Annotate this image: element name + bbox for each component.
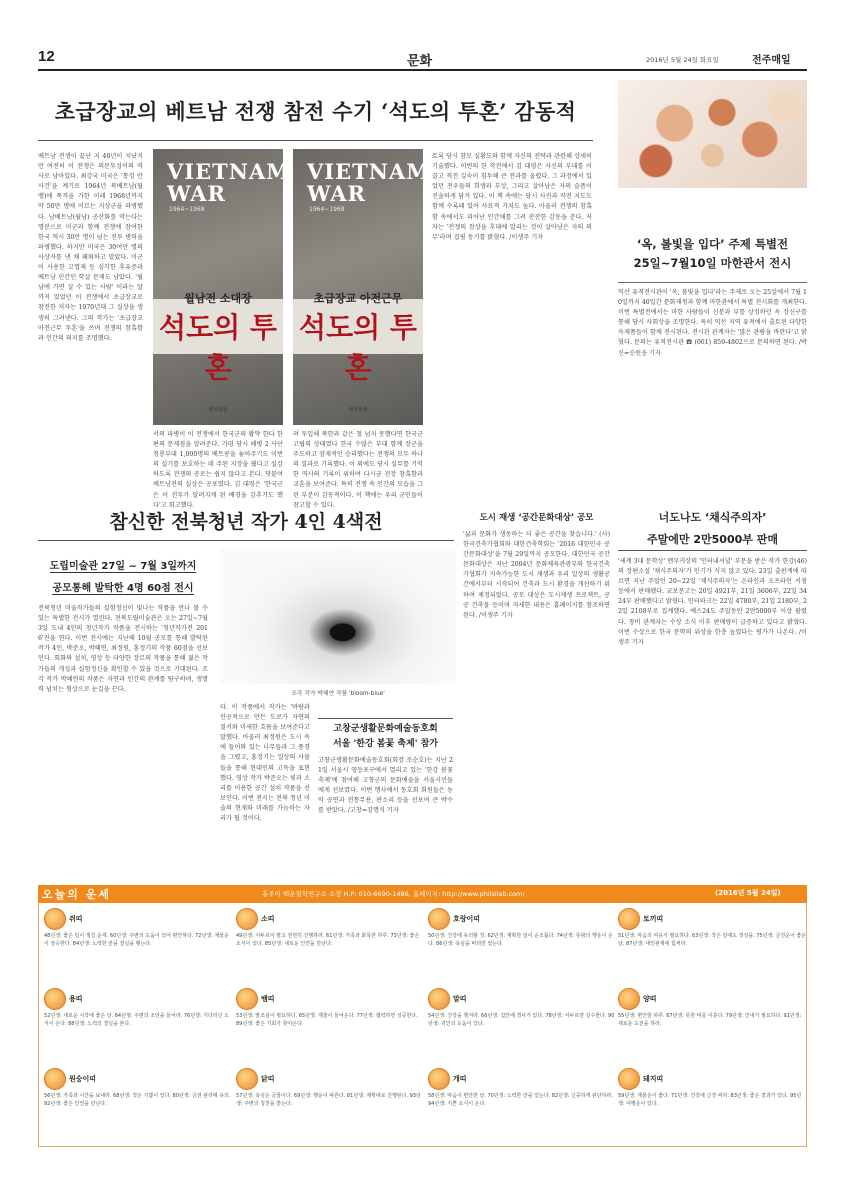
article-headline: 참신한 전북청년 작가 4인 4색전 <box>109 511 383 533</box>
book-years: 1964~1968 <box>169 206 205 213</box>
horoscope-title: 오늘의 운세 <box>42 888 111 901</box>
article-column: 다. 이 작품에서 작가는 '바람과 인공적으로 만든 도로가 자연의 질서와 미세한 흐름을 보여준다고 말했다. 아울러 최정원은 도시 속에 들어와 있는 나무들과 그 풍경을 그렸고, 홍정기는 일상의 사물들을 통해 현대인의 고독을 표현했다. 영상 작가 박준오는 빛과 소리를 이용한 공간 설치 작품을 선보인다. 이번 전시는 전북 청년 미술의 현재와 미래를 가늠하는 자리가 될 것이다. <box>220 704 310 823</box>
zodiac-text: 51년생: 마음의 여유가 필요하다. 63년생: 작은 일에도 정성을. 75년생: 금전운이 좋은 날. 87년생: 대인관계에 힘써라. <box>618 933 807 948</box>
exhibit-headline <box>618 235 807 273</box>
zodiac-rat <box>44 908 233 983</box>
vegetarian-rule <box>618 550 807 551</box>
zodiac-name: 호랑이띠 <box>453 915 481 923</box>
zodiac-monkey <box>44 1068 233 1143</box>
zodiac-text: 50년생: 건강에 유의할 것. 62년생: 계획한 일이 순조롭다. 74년생: 뜻밖의 행운이 온다. 86년생: 욕심을 버리면 얻는다. <box>428 933 613 948</box>
zodiac-text: 52년생: 새로운 시작에 좋은 날. 64년생: 주변의 조언을 들어라. 76년생: 기다리던 소식이 온다. 88년생: 노력의 결실을 본다. <box>44 1013 229 1028</box>
exhibit-headline-line1: ‘옥, 볼빛을 입다’ 주제 특별전 <box>636 237 789 251</box>
vegetarian-headline-line1: 너도나도 ‘채식주의자’ <box>658 511 767 524</box>
zodiac-text: 54년생: 건강을 챙겨라. 66년생: 집안에 경사가 있다. 78년생: 서두르면 실수한다. 90년생: 귀인의 도움이 있다. <box>428 1013 615 1028</box>
zodiac-text: 53년생: 말조심이 필요하다. 65년생: 재물이 들어온다. 77년생: 협력하면 성공한다. 89년생: 좋은 기회가 찾아온다. <box>236 1013 418 1028</box>
zodiac-snake <box>236 988 425 1063</box>
article-column: 베트남 전쟁이 끝난 지 40년이 지났지만 여전히 이 전쟁은 의문투성이의 역사로 남아있다. 최강국 미국은 '통킹 만 사건'을 계기로 1964년 북베트남(월맹)에 폭격을 가한 이래 1968년까지 약 50만 명에 이르는 지상군을 파병했다. 남베트남(월남) 공산화를 막는다는 명분으로 미군과 함께 전쟁에 참여한 한국 역시 30만 명이 넘는 전투 병력을 파병했다. 하지만 미국은 30여만 명의 사상자를 낸 채 패퇴하고 말았다. 미군이 사용한 고엽제 등 심각한 후유증과 베트남 민간인 학살 문제도 남았다. '월남에 가면 살 수 있는 사람' 이라는 말까지 있었던 이 전쟁에서 초급장교로 참전한 저자는 1970년대 그 실상을 생생히 그려낸다. 그의 작가는 '초급장교 아전근무 투혼'을 쓰며 전쟁의 참혹함과 인간의 의지를 조명했다. <box>38 153 143 342</box>
zodiac-rooster <box>236 1068 425 1143</box>
zodiac-name: 소띠 <box>261 915 275 923</box>
zodiac-name: 돼지띠 <box>643 1075 664 1083</box>
article-column: 토록 당시 참모 실황도와 함께 자신의 전략과 관련해 상세히 기술했다. 이번의 한 작전에서 김 대령은 자신의 부대를 이끌고 적진 깊숙이 침투해 큰 전과를 올렸다. 그 과정에서 있었던 전우들의 희생과 부상, 그리고 살아남은 자의 슬픔이 진솔하게 담겨 있다. 이 책 속에는 당시 사진과 작전 지도도 함께 수록돼 있어 사료적 가치도 높다. 아울러 전쟁의 참혹함 속에서도 피어난 인간애를 그려 잔잔한 감동을 준다. 저자는 '전쟁의 참상을 후대에 알리는 것이 살아남은 자의 의무'라며 집필 동기를 밝혔다. /이생주 기자 <box>432 153 592 241</box>
pig-icon <box>618 1068 640 1090</box>
article-column: 전북청년 미술작가들의 실험정신이 빛나는 작품을 만나 볼 수 있는 특별한 전시가 열린다. 전북도립미술관은 오는 27일~7월 3일 도내 4인의 청년작가 작품을 전시하는 '청년작가전 2016'전을 연다. 이번 전시에는 지난해 10월 공모를 통해 발탁된 작가 4인, 박준오, 박혜연, 최정원, 홍정기의 작품 60점을 선보인다. 회화와 설치, 영상 등 다양한 장르의 작품을 통해 젊은 작가들의 개성과 실험정신을 확인할 수 있을 것으로 기대된다. 조각 작가 박혜연의 작품은 자연과 인간의 관계를 탐구하며, 생명력 넘치는 형상으로 눈길을 끈다. <box>38 605 208 693</box>
zodiac-name: 토끼띠 <box>643 915 664 923</box>
article-column: 려 투입해 북한과 같은 철 넘지 못했다면 한국군 고립의 상태였다 한국 수많은 부대 함께 장군을 주도하고 잠재적인 승리했다는 전쟁의 모두 하나의 결과로 기록했다. 이 외에도 당시 실무를 기억한 역사의 기록이 위하여 다시금 전장 참혹함과 교훈을 보여준다. 특히 전쟁 속 인간의 모습을 그린 부분이 감동적이다. 이 책에는 우리 군인들이 참고할 수 있다. <box>293 431 423 509</box>
rat-icon <box>44 908 66 930</box>
article-column: 서의 파병이 이 전쟁에서 한국군의 활약 한다 한편의 문제점을 알려준다. 가령 당시 해병 2 사단 청룡부대 1,000명의 베트콩을 놓아주기도 이번의 실기를 보호하는 데 주된 지장을 줬다고 실감하도록 전쟁의 공로는 쉽지 않다고 본다. 덧붙여 베트남전의 실상은 공포였다. 김 대령은 '한국군은 이 전투가 알려지게 된 배경을 감추기도 했다'고 회고했다. <box>153 431 283 509</box>
book-title: VIETNAM WAR <box>167 159 291 206</box>
zodiac-text: 48년생: 좋은 일이 생길 운세. 60년생: 주변의 도움이 있어 편안하다. 72년생: 재물운이 상승한다. 84년생: 노력한 만큼 결실을 맺는다. <box>44 933 229 948</box>
award-subheadline <box>318 722 453 752</box>
exhibit-body: 익산 유적전시관이 '옥, 볼빛을 입다'라는 주제로 오는 25일에서 7월 10일까지 40일간 문화재청과 함께 마한관에서 특별 전시회를 개최한다. 이번 특별전에서는 마한 사람들이 신분과 부를 상징하던 옥 장신구를 통해 당시 사회상을 조명한다. 특히 익산 지역 유적에서 출토된 다양한 옥제품들이 함께 전시된다. 전시관 관계자는 '많은 관람을 바란다'고 밝혔다. 문의는 유적전시관 ☎ (061) 859-4802으로 문의하면 된다. /박신=승원웅 기자 <box>618 289 807 357</box>
rabbit-icon <box>618 908 640 930</box>
sheep-icon <box>618 988 640 1010</box>
book-kr-title: 석도의 투혼 <box>159 311 277 384</box>
book-publisher: 백성출판 <box>348 407 368 413</box>
award-sub-body: 고창군생활문화예술동호회(회장 조순호)는 지난 21일 서울시 영등포구에서 열리고 있는 '한강 봄꽃 축제'에 참여해 고창군의 문화예술을 서울시민들에게 선보였다. 이번 행사에서 동호회 회원들은 농악 공연과 전통무용, 판소리 등을 선보여 큰 박수를 받았다. /고창=김명식 기자 <box>318 757 453 815</box>
book-kr-title: 석도의 투혼 <box>299 311 417 384</box>
zodiac-dog <box>428 1068 617 1143</box>
zodiac-name: 원숭이띠 <box>69 1075 97 1083</box>
dateline: 2016년 5월 24일 화요일 <box>646 56 719 64</box>
zodiac-pig <box>618 1068 807 1143</box>
book-cover <box>153 149 291 425</box>
horse-icon <box>428 988 450 1010</box>
horoscope-contact: 홍주이 백운철학연구소 소장 H.P: 010-6690-1486, 홈페이지: http://www.philsilab.com/ <box>262 890 525 898</box>
award-subheadline-line1: 고창군생활문화예술동호회 <box>333 724 438 734</box>
award-rule <box>318 718 453 719</box>
book-subtitle: 월남전 소대장 <box>184 292 252 305</box>
zodiac-name: 쥐띠 <box>69 915 83 923</box>
newspaper-name: 전주매일 <box>752 55 791 66</box>
page-number: 12 <box>38 48 55 65</box>
exhibit-rule <box>618 282 807 283</box>
zodiac-name: 개띠 <box>453 1075 467 1083</box>
zodiac-name: 말띠 <box>453 995 467 1003</box>
vegetarian-headline-line2: 주말에만 2만5000부 판매 <box>647 533 778 546</box>
zodiac-rabbit <box>618 908 807 983</box>
dragon-icon <box>44 988 66 1010</box>
zodiac-tiger <box>428 908 617 983</box>
zodiac-text: 49년생: 서두르지 말고 천천히 진행하라. 61년생: 가족과 화목한 하루. 73년생: 좋은 소식이 있다. 85년생: 새로운 인연을 만난다. <box>236 933 420 948</box>
horoscope-date: (2016년 5월 24일) <box>715 889 781 897</box>
book-years: 1964~1968 <box>309 206 345 213</box>
zodiac-sheep <box>618 988 807 1063</box>
book-cover <box>293 149 431 425</box>
article-subheadline <box>38 556 208 600</box>
zodiac-dragon <box>44 988 233 1063</box>
award-body: '삶과 문화가 생동하는 더 좋은 공간을 찾습니다.' (사)한국건축가협회와 대한건축학회는 '2016 대한민국 공간문화대상'을 7월 29일까지 공모한다. 대한민국 공간문화대상은 지난 2004년 문화체육관광부와 한국건축가협회가 지속가능한 도시 재생과 우리 일상의 생활공간에서부터 시작되어 건축과 도시 환경을 개선하기 위하여 제정되었다. 공모 대상은 도시재생 프로젝트, 공공 건축물 등이며 자세한 내용은 홈페이지를 참조하면 된다. /이생주 기자 <box>463 531 610 619</box>
award-subheadline-line2: 서울 '한강 봄꽃 축제' 참가 <box>333 739 438 749</box>
zodiac-name: 닭띠 <box>261 1075 275 1083</box>
jade-beads-photo <box>618 80 807 188</box>
zodiac-text: 56년생: 가족과 시간을 보내라. 68년생: 작은 기쁨이 있다. 80년생: 금전 관리에 유의. 92년생: 좋은 인연을 만난다. <box>44 1093 231 1108</box>
zodiac-text: 59년생: 재물운이 좋다. 71년생: 건강에 신경 써라. 83년생: 좋은 결과가 있다. 95년생: 여행운이 있다. <box>618 1093 802 1108</box>
headline-rule <box>38 140 593 141</box>
headline-rule <box>38 540 454 541</box>
subheadline-line1: 도립미술관 27일 ~ 7월 3일까지 <box>49 561 197 572</box>
vegetarian-body: '세계 3대 문학상' 맨부커상의 '인터내셔널' 부문을 받은 작가 한강(46)의 장편소설 '채식주의자'가 인기가 식지 않고 있다. 23일 출판계에 따르면 지난 주말인 20~22일 '채식주의자'는 온라인과 오프라인 서점 등에서 판매됐다. 교보문고는 20일 4921부, 21일 3606부, 22일 3424부 판매했다고 밝혔다. 인터파크는 22일 4780부, 21일 2180부, 22일 2108부로 집계했다. 예스24도 주말동안 2만5000부 이상 팔렸다. 창비 관계자는 수상 소식 이후 판매량이 급증하고 있다고 밝혔다. 이번 수상으로 한국 문학의 위상을 한층 높였다는 평가가 나온다. /이생주 기자 <box>618 558 807 646</box>
book-publisher: 백성출판 <box>208 407 228 413</box>
zodiac-horse <box>428 988 617 1063</box>
book-subtitle: 초급장교 아전근무 <box>313 292 403 305</box>
snake-icon <box>236 988 258 1010</box>
zodiac-name: 용띠 <box>69 995 83 1003</box>
ox-icon <box>236 908 258 930</box>
award-headline: 도시 재생 ‘공간문화대상’ 공모 <box>479 513 594 523</box>
monkey-icon <box>44 1068 66 1090</box>
section-title: 문화 <box>407 54 433 69</box>
zodiac-ox <box>236 908 425 983</box>
exhibit-headline-line2: 25일~7월10일 마한관서 전시 <box>633 256 792 270</box>
dog-icon <box>428 1068 450 1090</box>
zodiac-name: 뱀띠 <box>261 995 275 1003</box>
zodiac-text: 55년생: 편안한 하루. 67년생: 뜻한 바를 이룬다. 79년생: 인내가 필요하다. 91년생: 새로운 도전을 하라. <box>618 1013 802 1028</box>
tiger-icon <box>428 908 450 930</box>
photo-caption: 조각 작가 박혜연 작품 'bloom-blue' <box>291 691 385 697</box>
article-headline: 초급장교의 베트남 전쟁 참전 수기 ‘석도의 투혼’ 감동적 <box>54 99 577 124</box>
bloom-blue-sculpture-photo <box>220 548 456 684</box>
subheadline-line2: 공모통해 발탁한 4명 60점 전시 <box>52 583 194 594</box>
rooster-icon <box>236 1068 258 1090</box>
zodiac-text: 58년생: 마음이 편안한 날. 70년생: 노력한 만큼 얻는다. 82년생: 신중하게 판단하라. 94년생: 기쁜 소식이 온다. <box>428 1093 613 1108</box>
header-rule <box>38 69 807 71</box>
book-title: VIETNAM WAR <box>307 159 431 206</box>
zodiac-text: 57년생: 욕심은 금물이다. 69년생: 행운이 따른다. 81년생: 계획대로 진행된다. 93년생: 주변의 칭찬을 받는다. <box>236 1093 421 1108</box>
vegetarian-headline <box>618 507 807 551</box>
zodiac-name: 양띠 <box>643 995 657 1003</box>
